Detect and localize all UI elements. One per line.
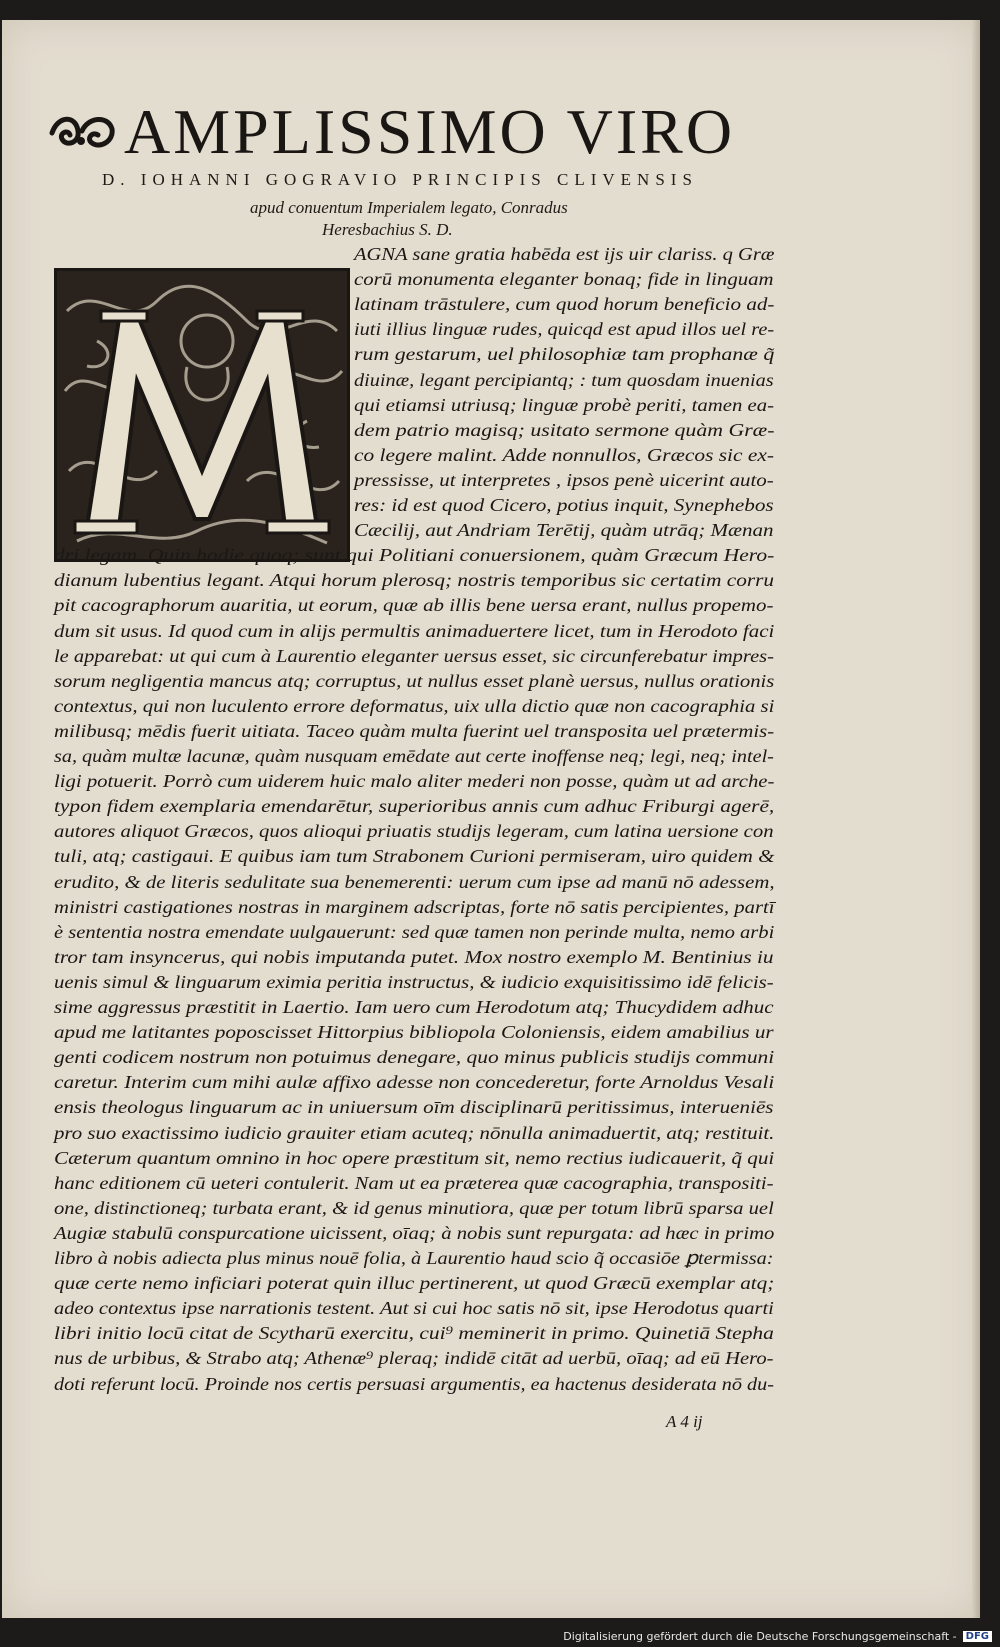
text-line: Cæcilij, aut Andriam Terētij, quàm utrāq; Mænan [354, 520, 774, 541]
text-line: genti codicem nostrum non potuimus denegare, quo minus publicis studijs communi [54, 1047, 775, 1068]
text-line: uenis simul & linguarum eximia peritia instructus, & iudicio exquisitissimo idē felicis- [54, 971, 774, 992]
subtitle-line-2: apud conuentum Imperialem legato, Conradus [250, 198, 568, 217]
text-line: erudito, & de literis sedulitate sua benemerenti: uerum cum ipse ad manū nō adessem, [54, 871, 775, 892]
text-line: caretur. Interim cum mihi aulæ affixo adesse non concederetur, forte Arnoldus Vesali [54, 1072, 775, 1093]
dfg-logo: DFG [963, 1631, 992, 1642]
text-line: pit cacographorum auaritia, ut eorum, quæ ab illis bene uersa erant, nullus propemo- [54, 595, 774, 616]
text-line: pro suo exactissimo iudicio grauiter etiam acuteq; nōnulla animaduertit, atq; restituit. [54, 1122, 775, 1143]
subtitle-line-3: Heresbachius S. D. [322, 220, 453, 239]
text-line: diuinæ, legant percipiantq; : tum quosdam inuenias [354, 369, 774, 390]
subtitle: D. IOHANNI GOGRAVIO PRINCIPIS CLIVENSIS [102, 170, 698, 189]
text-line: corū monumenta eleganter bonaq; fide in linguam [354, 269, 774, 290]
text-line: qui etiamsi utriusq; linguæ probè periti, tamen ea- [354, 394, 774, 415]
text-line: sime aggressus præstitit in Laertio. Iam uero cum Herodotum atq; Thucydidem adhuc [54, 997, 774, 1017]
fleuron-ornament-icon [48, 109, 116, 155]
text-line: AGNA sane gratia habēda est ijs uir clariss. q Græ [354, 244, 775, 264]
text-line: ligi potuerit. Porrò cum uiderem huic malo aliter mederi non posse, quàm ut ad arche- [54, 771, 775, 792]
text-line: adeo contextus ipse narrationis testent. Aut si cui hoc satis nō sit, ipse Herodotus quarti [54, 1298, 774, 1319]
text-line: Cæterum quantum omnino in hoc opere præstitum sit, nemo rectius iudicauerit, q̃ qui [54, 1147, 775, 1168]
text-line: typon fidem exemplaria emendarētur, superioribus annis cum adhuc Friburgi agerē, [54, 796, 775, 817]
text-line: Augiæ stabulū conspurcatione uicissent, oīaq; à nobis sunt repurgata: ad hæc in primo [54, 1222, 775, 1243]
text-line: milibusq; mēdis fuerit uitiata. Taceo quàm multa fuerint uel transposita uel prætermis- [54, 720, 775, 741]
text-line: ensis theologus linguarum ac in uniuersum oīm disciplinarū peritissimus, interueniēs [54, 1097, 774, 1118]
book-page [2, 20, 980, 1618]
text-line: le apparebat: ut qui cum à Laurentio eleganter uersus esset, sic circunferebatur impres- [54, 645, 774, 666]
text-line: nus de urbibus, & Strabo atq; Athenæ⁹ pleraq; indidē citāt ad uerbū, oīaq; ad eū Hero- [54, 1348, 774, 1369]
text-line: dri legam. Quin hodie quoq; sunt qui Politiani conuersionem, quàm Græcum Hero- [54, 545, 775, 566]
text-line: dum sit usus. Id quod cum in alijs permultis animaduertere licet, tum in Herodoto faci [54, 620, 775, 641]
text-line: dem patrio magisq; usitato sermone quàm Græ- [354, 419, 775, 440]
title-row [48, 92, 948, 172]
text-line: dianum lubentius legant. Atqui horum plerosq; nostris temporibus sic certatim corru [54, 570, 775, 591]
text-line: one, distinctioneq; turbata erant, & id genus minutiora, quæ per totum librū sparsa uel [54, 1197, 774, 1218]
text-line: sorum negligentia mancus atq; corruptus, ut nullus esset planè uersus, nullus orationis [54, 670, 775, 691]
text-line: libro à nobis adiecta plus minus nouē folia, à Laurentio haud scio q̃ occasiōe ꝑtermissa: [54, 1248, 774, 1268]
text-line: apud me latitantes poposcisset Hittorpius bibliopola Coloniensis, eidem amabilius ur [54, 1022, 774, 1043]
text-line: quæ certe nemo inficiari poterat quin illuc pertinerent, ut quod Græcū exemplar atq; [54, 1273, 775, 1294]
signature-mark: A 4 ij [666, 1412, 703, 1431]
text-line: sa, quàm multæ lacunæ, quàm nusquam emēdate aut certe inoffense neq; legi, neq; intel- [54, 746, 774, 766]
digitization-footer [563, 1630, 992, 1643]
text-line: tror tam insyncerus, qui nobis imputanda putet. Mox nostro exemplo M. Bentinius iu [54, 946, 774, 967]
text-line: tuli, atq; castigaui. E quibus iam tum Strabonem Curioni permiseram, uiro quidem & [54, 846, 775, 867]
text-line: res: id est quod Cicero, potius inquit, Synephebos [354, 495, 774, 515]
text-line: rum gestarum, uel philosophiæ tam prophanæ q̃ [354, 344, 775, 365]
text-line: è sententia nostra emendate uulgauerunt: sed quæ tamen non perinde multa, nemo arbi [54, 921, 775, 942]
text-line: contextus, qui non luculento errore deformatus, uix ulla dictio quæ non cacographia si [54, 695, 775, 716]
text-line: autores aliquot Græcos, quos alioqui priuatis studijs legeram, cum latina uersione con [54, 821, 774, 842]
text-line: libri initio locū citat de Scytharū exercitu, cui⁹ meminerit in primo. Quinetiā Stepha [54, 1323, 774, 1344]
main-title: AMPLISSIMO VIRO [124, 96, 736, 167]
text-line: pressisse, ut interpretes , ipsos penè uicerint auto- [354, 469, 774, 490]
woodcut-initial-m-icon [54, 268, 350, 562]
text-line: ministri castigationes nostras in marginem adscriptas, forte nō satis percipientes, partī [54, 896, 775, 917]
page-edge [972, 20, 980, 1618]
text-line: doti referunt locū. Proinde nos certis persuasi argumentis, ea hactenus desiderata nō du- [54, 1373, 774, 1394]
text-line: hanc editionem cū ueteri contulerit. Nam ut ea præterea quæ cacographia, transpositi- [54, 1172, 774, 1193]
text-line: latinam trāstulere, cum quod horum beneficio ad- [354, 294, 775, 315]
text-line: iuti illius linguæ rudes, quicqd est apud illos uel re- [354, 319, 775, 340]
footer-text: Digitalisierung gefördert durch die Deutsche Forschungsgemeinschaft - [563, 1630, 957, 1643]
text-line: co legere malint. Adde nonnullos, Græcos sic ex- [354, 444, 774, 465]
